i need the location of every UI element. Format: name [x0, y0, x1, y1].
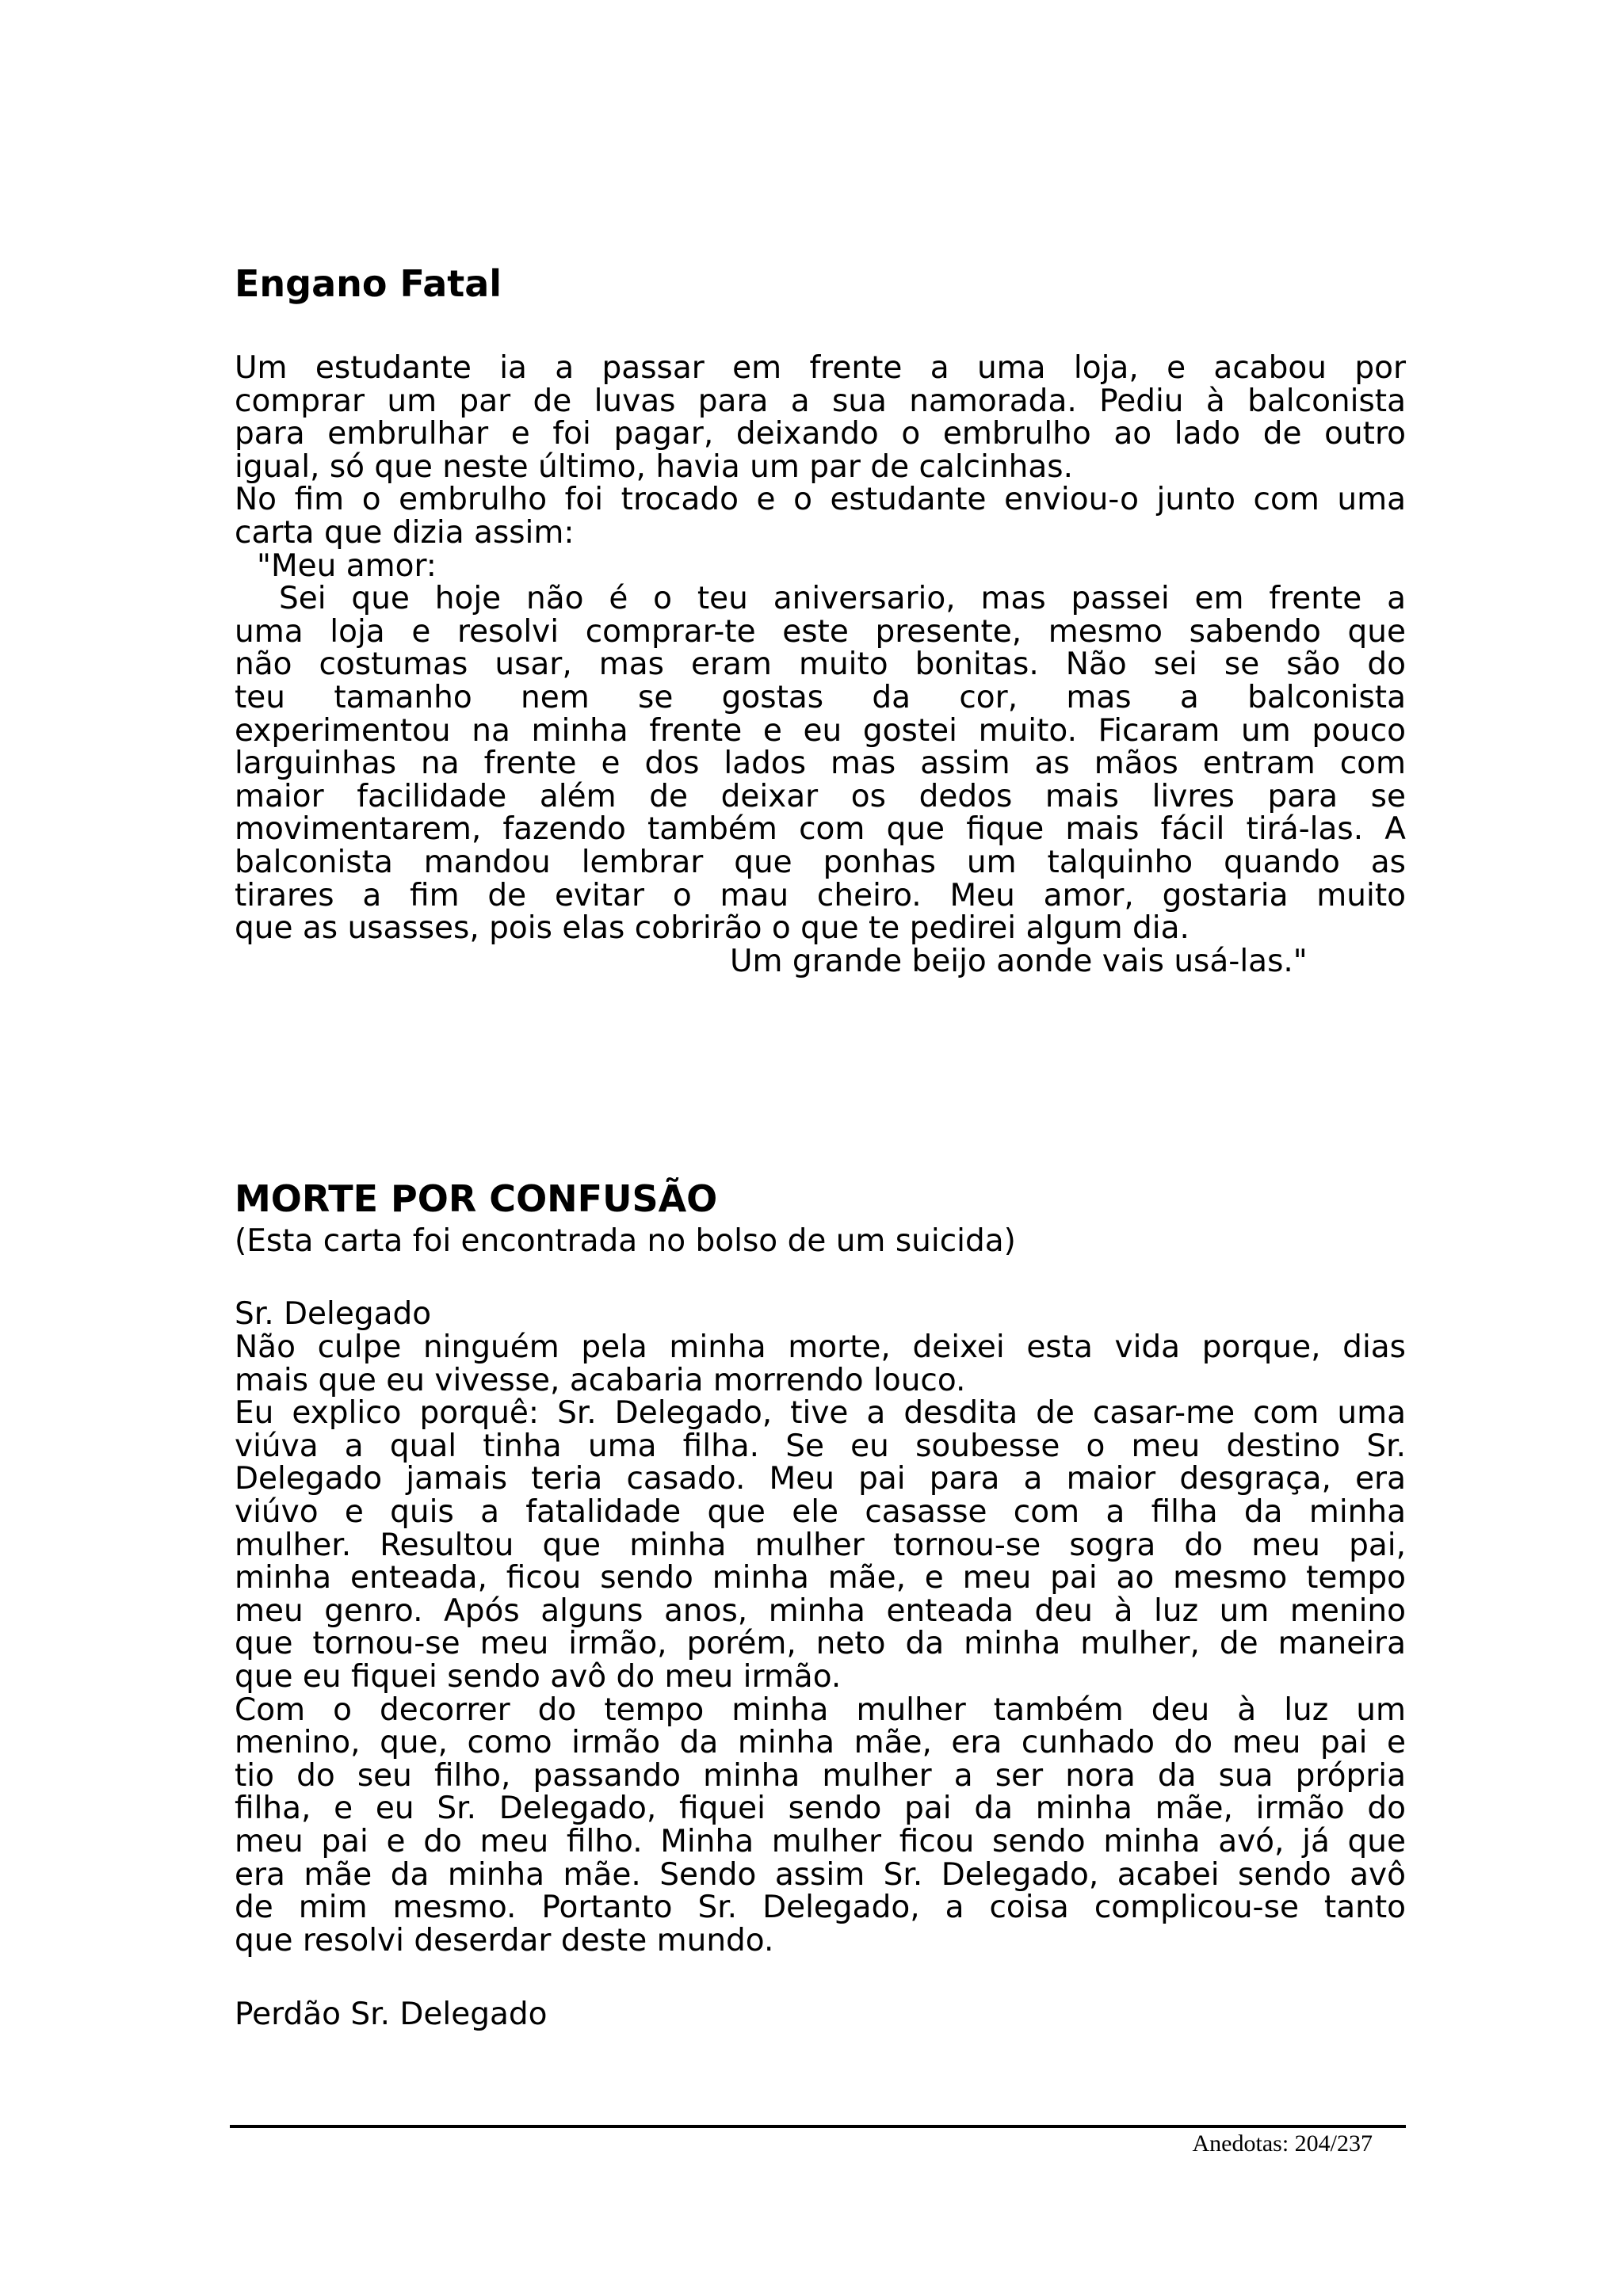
footer-divider — [230, 2125, 1406, 2128]
text-line: comprar um par de luvas para a sua namorada. Pediu à balconista — [235, 383, 1406, 419]
text-line: Sei que hoje não é o teu aniversario, mas passei em frente a — [279, 581, 1406, 617]
text-line: que as usasses, pois elas cobrirão o que te pedirei algum dia. — [235, 910, 1190, 947]
text-line: Com o decorrer do tempo minha mulher também deu à luz um — [235, 1691, 1406, 1728]
text-line: uma loja e resolvi comprar-te este presente, mesmo sabendo que — [235, 613, 1406, 650]
text-line: Um estudante ia a passar em frente a uma loja, e acabou por — [235, 350, 1406, 386]
letter-closing: Perdão Sr. Delegado — [235, 1997, 548, 2032]
text-line: filha, e eu Sr. Delegado, fiquei sendo pai da minha mãe, irmão do — [235, 1791, 1406, 1827]
text-line: que tornou-se meu irmão, porém, neto da minha mulher, de maneira — [235, 1626, 1406, 1662]
text-line: para embrulhar e foi pagar, deixando o embrulho ao lado de outro — [235, 416, 1406, 452]
footer-page-number: Anedotas: 204/237 — [1192, 2130, 1373, 2157]
text-line: "Meu amor: — [257, 547, 437, 584]
text-line: experimentou na minha frente e eu gostei muito. Ficaram um pouco — [235, 712, 1406, 749]
text-line: Eu explico porquê: Sr. Delegado, tive a desdita de casar-me com uma — [235, 1395, 1406, 1432]
text-line: carta que dizia assim: — [235, 514, 575, 551]
letter-salutation: Sr. Delegado — [235, 1296, 432, 1332]
story-body-morte-por-confusao — [235, 1331, 1406, 1957]
text-line: No fim o embrulho foi trocado e o estudante enviou-o junto com uma — [235, 482, 1406, 518]
text-line: meu pai e do meu filho. Minha mulher ficou sendo minha avó, já que — [235, 1823, 1406, 1859]
story-body-engano-fatal — [235, 352, 1406, 978]
text-line: movimentarem, fazendo também com que fique mais fácil tirá-las. A — [235, 811, 1406, 848]
text-line: mulher. Resultou que minha mulher tornou-se sogra do meu pai, — [235, 1527, 1406, 1563]
text-line: que resolvi deserdar deste mundo. — [235, 1922, 774, 1958]
text-line: Delegado jamais teria casado. Meu pai para a maior desgraça, era — [235, 1461, 1406, 1497]
text-line: tio do seu filho, passando minha mulher a ser nora da sua própria — [235, 1757, 1406, 1794]
story-subtitle: (Esta carta foi encontrada no bolso de um suicida) — [235, 1223, 1016, 1259]
text-line: balconista mandou lembrar que ponhas um talquinho quando as — [235, 844, 1406, 880]
text-line: meu genro. Após alguns anos, minha enteada deu à luz um menino — [235, 1592, 1406, 1629]
text-line: igual, só que neste último, havia um par de calcinhas. — [235, 448, 1073, 485]
text-line: era mãe da minha mãe. Sendo assim Sr. Delegado, acabei sendo avô — [235, 1856, 1406, 1893]
story-title-morte-por-confusao: MORTE POR CONFUSÃO — [235, 1177, 718, 1220]
text-line: teu tamanho nem se gostas da cor, mas a balconista — [235, 679, 1406, 715]
text-line: menino, que, como irmão da minha mãe, era cunhado do meu pai e — [235, 1725, 1406, 1761]
story-title-engano-fatal: Engano Fatal — [235, 262, 502, 305]
text-line: maior facilidade além de deixar os dedos mais livres para se — [235, 778, 1406, 814]
text-line: viúva a qual tinha uma filha. Se eu soubesse o meu destino Sr. — [235, 1428, 1406, 1464]
text-line: não costumas usar, mas eram muito bonitas. Não sei se são do — [235, 646, 1406, 683]
text-line: Um grande beijo aonde vais usá-las." — [730, 943, 1308, 979]
text-line: minha enteada, ficou sendo minha mãe, e meu pai ao mesmo tempo — [235, 1560, 1406, 1596]
text-line: viúvo e quis a fatalidade que ele casasse com a filha da minha — [235, 1493, 1406, 1530]
text-line: de mim mesmo. Portanto Sr. Delegado, a coisa complicou-se tanto — [235, 1890, 1406, 1926]
text-line: Não culpe ninguém pela minha morte, deixei esta vida porque, dias — [235, 1329, 1406, 1365]
text-line: tirares a fim de evitar o mau cheiro. Meu amor, gostaria muito — [235, 877, 1406, 913]
text-line: que eu fiquei sendo avô do meu irmão. — [235, 1658, 842, 1695]
text-line: larguinhas na frente e dos lados mas assim as mãos entram com — [235, 746, 1406, 782]
text-line: mais que eu vivesse, acabaria morrendo louco. — [235, 1362, 966, 1398]
